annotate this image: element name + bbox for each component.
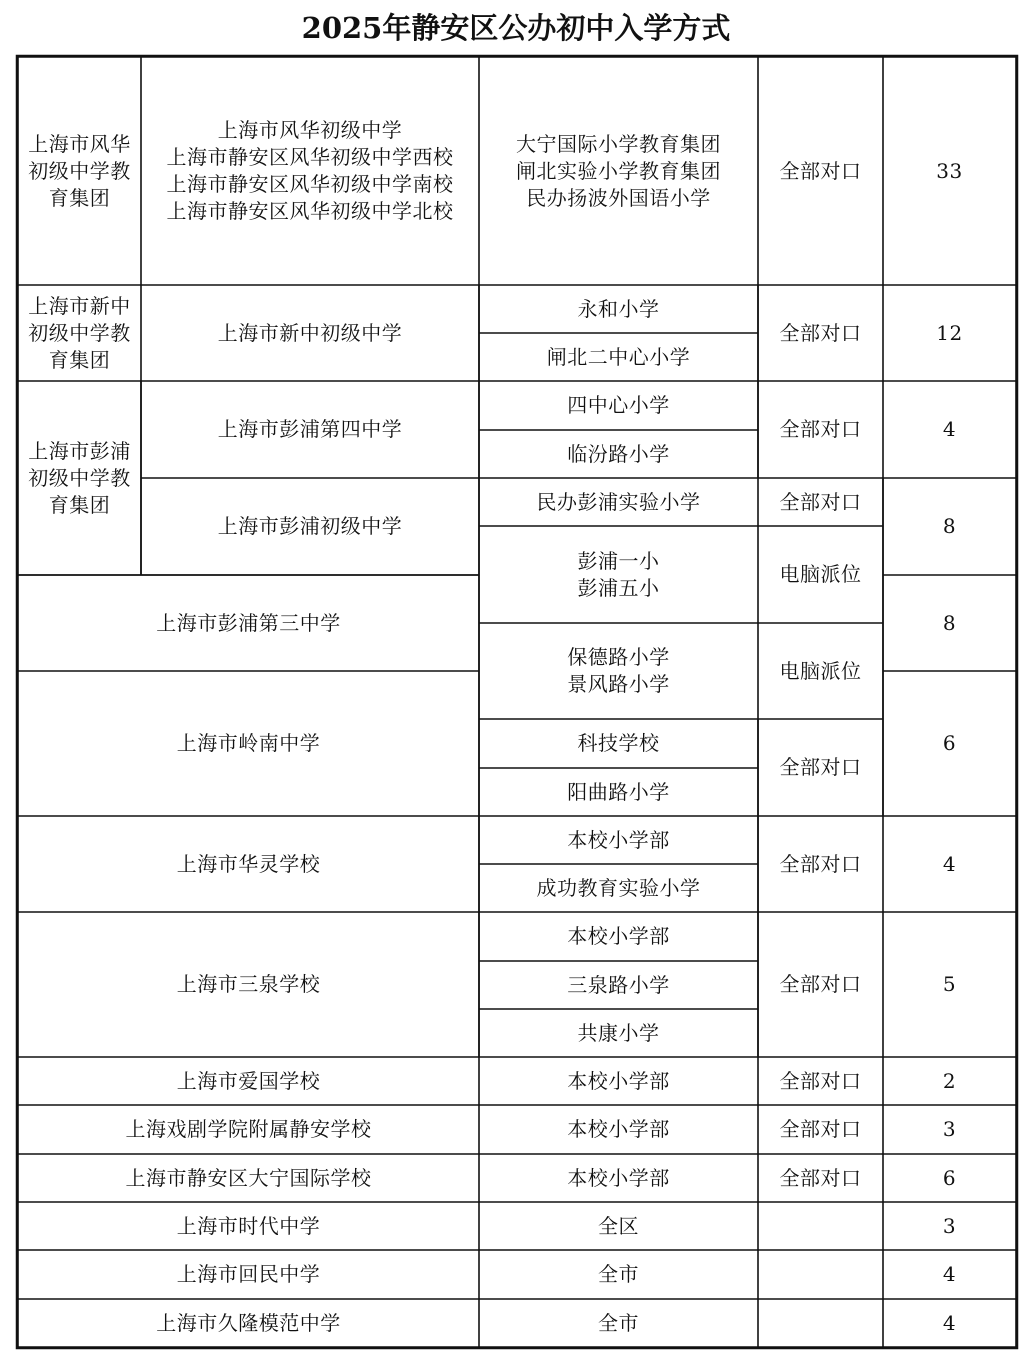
primary-school-cell: 临汾路小学 bbox=[567, 441, 670, 466]
admission-method-cell: 电脑派位 bbox=[779, 562, 862, 586]
cell-text-line: 彭浦一小 bbox=[577, 548, 660, 573]
seats-cell: 4 bbox=[942, 1310, 957, 1335]
primary-school-cell: 阳曲路小学 bbox=[567, 779, 670, 804]
seats-cell: 6 bbox=[942, 731, 957, 755]
cell-text-line: 上海市静安区风华初级中学北校 bbox=[166, 199, 454, 223]
cell-text-line: 上海市彭浦 bbox=[28, 438, 131, 463]
middle-school-cell: 上海市时代中学 bbox=[176, 1213, 321, 1238]
primary-school-cell: 本校小学部 bbox=[567, 924, 670, 948]
cell-text-line: 初级中学教 bbox=[28, 158, 131, 183]
education-group-cell bbox=[18, 57, 141, 285]
cell-text-line: 民办扬波外国语小学 bbox=[526, 185, 711, 210]
cell-text-line: 育集团 bbox=[48, 185, 111, 210]
middle-school-cell: 上海市久隆模范中学 bbox=[156, 1310, 341, 1335]
page-title: 2025年静安区公办初中入学方式 bbox=[301, 11, 731, 45]
primary-school-cell: 全市 bbox=[598, 1262, 639, 1286]
seats-cell: 3 bbox=[942, 1213, 957, 1238]
middle-school-cell: 上海戏剧学院附属静安学校 bbox=[125, 1117, 372, 1141]
primary-school-cell: 本校小学部 bbox=[567, 1117, 670, 1141]
middle-school-cell: 上海市华灵学校 bbox=[176, 851, 321, 876]
primary-school-cell: 永和小学 bbox=[577, 296, 660, 321]
primary-school-cell bbox=[479, 526, 758, 623]
middle-school-cell: 上海市新中初级中学 bbox=[217, 320, 403, 345]
seats-cell: 6 bbox=[942, 1165, 957, 1190]
middle-school-cell: 上海市彭浦初级中学 bbox=[217, 514, 403, 538]
cell-text-line: 景风路小学 bbox=[567, 672, 670, 696]
education-group-cell bbox=[18, 285, 141, 381]
admission-method-cell: 电脑派位 bbox=[779, 658, 862, 683]
cell-text-line: 育集团 bbox=[48, 347, 111, 372]
cell-text-line: 闸北实验小学教育集团 bbox=[516, 158, 721, 183]
middle-school-cell: 上海市彭浦第四中学 bbox=[217, 417, 403, 441]
primary-school-cell: 全市 bbox=[598, 1310, 639, 1335]
middle-school-cell: 上海市三泉学校 bbox=[176, 972, 321, 996]
primary-school-cell: 科技学校 bbox=[577, 731, 660, 755]
admission-method-cell: 全部对口 bbox=[779, 417, 862, 441]
primary-school-cell: 民办彭浦实验小学 bbox=[536, 489, 701, 514]
seats-cell: 2 bbox=[942, 1068, 957, 1093]
middle-school-cell: 上海市彭浦第三中学 bbox=[156, 610, 341, 635]
primary-school-cell: 全区 bbox=[598, 1213, 639, 1238]
primary-school-cell: 四中心小学 bbox=[567, 393, 670, 417]
middle-school-cell: 上海市静安区大宁国际学校 bbox=[125, 1165, 372, 1190]
middle-school-cell bbox=[141, 57, 479, 285]
seats-cell: 8 bbox=[942, 610, 957, 635]
education-group-cell bbox=[18, 381, 141, 575]
cell-text-line: 上海市新中 bbox=[28, 293, 131, 318]
admission-method-cell: 全部对口 bbox=[779, 489, 862, 514]
admission-method-cell: 全部对口 bbox=[779, 1068, 862, 1093]
middle-school-cell: 上海市爱国学校 bbox=[176, 1068, 321, 1093]
cell-text-line: 大宁国际小学教育集团 bbox=[516, 131, 721, 156]
cell-text-line: 初级中学教 bbox=[28, 320, 131, 345]
cell-text-line: 彭浦五小 bbox=[577, 575, 660, 600]
primary-school-cell: 本校小学部 bbox=[567, 1165, 670, 1190]
seats-cell: 12 bbox=[936, 320, 963, 345]
middle-school-cell: 上海市岭南中学 bbox=[176, 731, 321, 755]
seats-cell: 33 bbox=[936, 158, 963, 183]
cell-text-line: 育集团 bbox=[48, 492, 111, 517]
cell-text-line: 保德路小学 bbox=[567, 645, 670, 669]
seats-cell: 4 bbox=[942, 851, 957, 876]
cell-text-line: 上海市风华 bbox=[28, 131, 131, 156]
cell-text-line: 上海市静安区风华初级中学南校 bbox=[166, 172, 454, 196]
primary-school-cell bbox=[479, 57, 758, 285]
seats-cell: 8 bbox=[942, 514, 957, 538]
primary-school-cell bbox=[479, 623, 758, 719]
seats-cell: 4 bbox=[942, 417, 957, 441]
primary-school-cell: 共康小学 bbox=[577, 1020, 660, 1045]
admission-method-cell: 全部对口 bbox=[779, 851, 862, 876]
admission-method-cell: 全部对口 bbox=[779, 158, 862, 183]
seats-cell: 5 bbox=[942, 972, 957, 996]
admission-method-cell: 全部对口 bbox=[779, 1165, 862, 1190]
middle-school-cell: 上海市回民中学 bbox=[176, 1262, 321, 1286]
admission-method-cell: 全部对口 bbox=[779, 1117, 862, 1141]
admission-method-cell: 全部对口 bbox=[779, 755, 862, 779]
primary-school-cell: 成功教育实验小学 bbox=[536, 875, 701, 900]
primary-school-cell: 本校小学部 bbox=[567, 827, 670, 852]
cell-text-line: 初级中学教 bbox=[28, 465, 131, 490]
cell-text-line: 上海市静安区风华初级中学西校 bbox=[166, 145, 454, 169]
admission-method-cell: 全部对口 bbox=[779, 972, 862, 996]
primary-school-cell: 本校小学部 bbox=[567, 1068, 670, 1093]
primary-school-cell: 三泉路小学 bbox=[567, 972, 670, 997]
cell-text-line: 上海市风华初级中学 bbox=[217, 118, 403, 142]
primary-school-cell: 闸北二中心小学 bbox=[546, 344, 691, 369]
seats-cell: 4 bbox=[942, 1262, 957, 1286]
admission-method-cell: 全部对口 bbox=[779, 320, 862, 345]
seats-cell: 3 bbox=[942, 1117, 957, 1141]
